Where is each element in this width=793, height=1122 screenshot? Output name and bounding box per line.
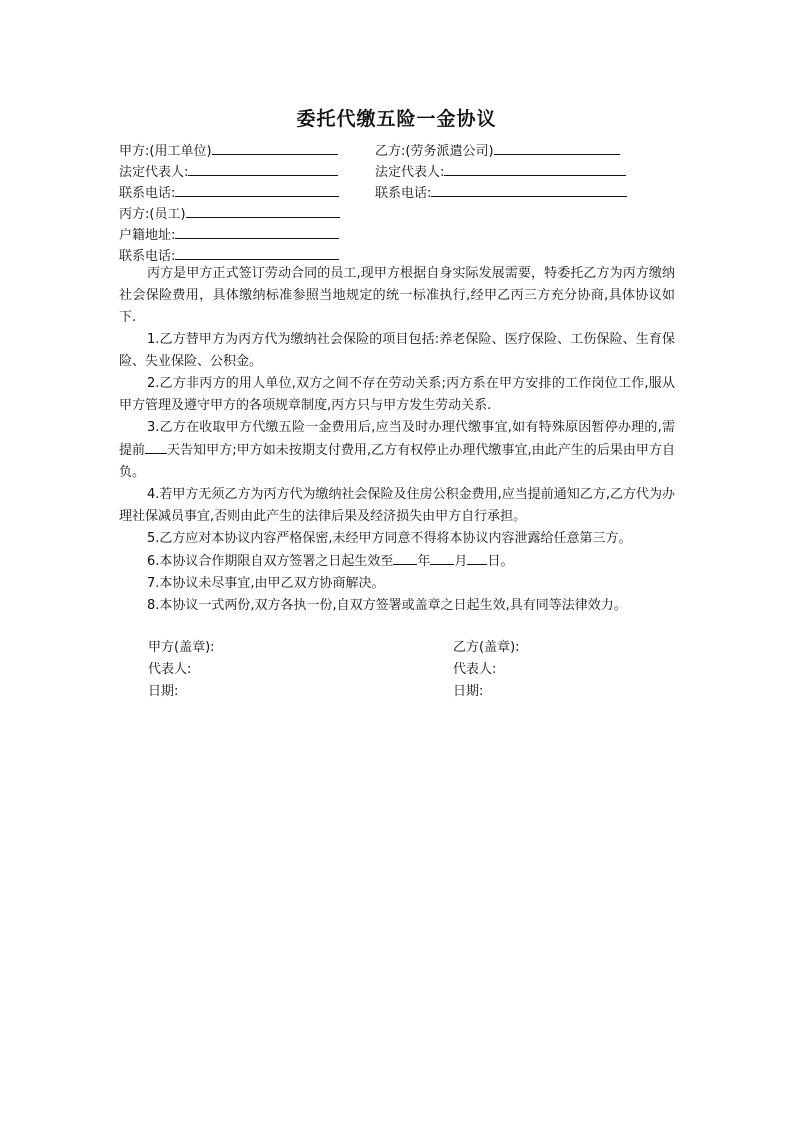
clause-2: 2.乙方非丙方的用人单位,双方之间不存在劳动关系;丙方系在甲方安排的工作岗位工作,服从甲方管理及遵守甲方的各项规章制度,丙方只与甲方发生劳动关系. xyxy=(119,376,675,413)
party-a-blank xyxy=(212,140,338,155)
clause-3-part-a: 3.乙方在收取甲方代缴五险一金费用后,应当及时办理代缴事宜,如有特殊原因暂停办理的,需提前 xyxy=(119,420,675,458)
a-phone-field xyxy=(119,182,339,203)
clause-5: 5.乙方应对本协议内容严格保密,未经甲方同意不得将本协议内容泄露给任意第三方。 xyxy=(147,531,632,546)
party-b-signature xyxy=(453,637,520,703)
day-blank xyxy=(467,550,487,565)
c-address-label: 户籍地址: xyxy=(119,228,176,243)
month-blank xyxy=(430,550,454,565)
intro-paragraph: 丙方是甲方正式签订劳动合同的员工,现甲方根据自身实际发展需要，特委托乙方为丙方缴纳社会保险费用，具体缴纳标准参照当地规定的统一标准执行,经甲乙丙三方充分协商,具体协议如下. xyxy=(119,266,675,325)
party-a-label: 甲方:(用工单位) xyxy=(119,144,212,159)
clause-7: 7.本协议未尽事宜,由甲乙双方协商解决。 xyxy=(147,576,385,591)
year-label: 年 xyxy=(417,554,431,569)
party-a-seal-label: 甲方(盖章): xyxy=(148,640,215,655)
party-c-field xyxy=(119,203,340,224)
year-blank xyxy=(393,550,417,565)
b-legal-rep-field xyxy=(375,161,626,182)
month-label: 月 xyxy=(454,554,468,569)
c-phone-label: 联系电话: xyxy=(119,249,176,264)
agreement-body xyxy=(119,263,675,617)
clause-3 xyxy=(119,417,675,484)
b-phone-label: 联系电话: xyxy=(375,186,432,201)
c-address-field xyxy=(119,224,339,245)
a-phone-label: 联系电话: xyxy=(119,186,176,201)
a-phone-blank xyxy=(175,182,339,197)
party-b-rep-label: 代表人: xyxy=(453,662,497,677)
clause-4: 4.若甲方无须乙方为丙方代为缴纳社会保险及住房公积金费用,应当提前通知乙方,乙方代为办理社保减员事宜,否则由此产生的法律后果及经济损失由甲方自行承担。 xyxy=(119,487,675,524)
a-legal-rep-blank xyxy=(188,161,338,176)
party-a-date-label: 日期: xyxy=(148,684,179,699)
notice-days-blank xyxy=(145,439,167,454)
party-a-rep-label: 代表人: xyxy=(148,662,192,677)
party-c-label: 丙方:(员工) xyxy=(119,207,186,222)
party-a-signature xyxy=(148,637,215,703)
party-b-label: 乙方:(劳务派遣公司) xyxy=(375,144,494,159)
clause-8: 8.本协议一式两份,双方各执一份,自双方签署或盖章之日起生效,具有同等法律效力。 xyxy=(147,598,627,613)
a-legal-rep-label: 法定代表人: xyxy=(119,165,189,180)
clause-6 xyxy=(119,550,675,573)
clause-1: 1.乙方替甲方为丙方代为缴纳社会保险的项目包括:养老保险、医疗保险、工伤保险、生育保险、失业保险、公积金。 xyxy=(119,332,675,369)
b-phone-field xyxy=(375,182,627,203)
a-legal-rep-field xyxy=(119,161,338,182)
b-legal-rep-label: 法定代表人: xyxy=(375,165,445,180)
b-phone-blank xyxy=(431,182,627,197)
b-legal-rep-blank xyxy=(444,161,626,176)
party-c-blank xyxy=(186,203,340,218)
clause-3-part-b: 天告知甲方;甲方如未按期支付费用,乙方有权停止办理代缴事宜,由此产生的后果由甲方自负。 xyxy=(119,443,675,480)
day-label: 日。 xyxy=(487,554,514,569)
document-title: 委托代缴五险一金协议 xyxy=(296,108,497,130)
clause-6-text: 6.本协议合作期限自双方签署之日起生效至 xyxy=(147,554,394,569)
party-b-field xyxy=(375,140,620,161)
party-a-field xyxy=(119,140,338,161)
party-b-seal-label: 乙方(盖章): xyxy=(453,640,520,655)
party-b-blank xyxy=(494,140,620,155)
c-phone-blank xyxy=(175,245,339,260)
c-address-blank xyxy=(175,224,339,239)
party-b-date-label: 日期: xyxy=(453,684,484,699)
